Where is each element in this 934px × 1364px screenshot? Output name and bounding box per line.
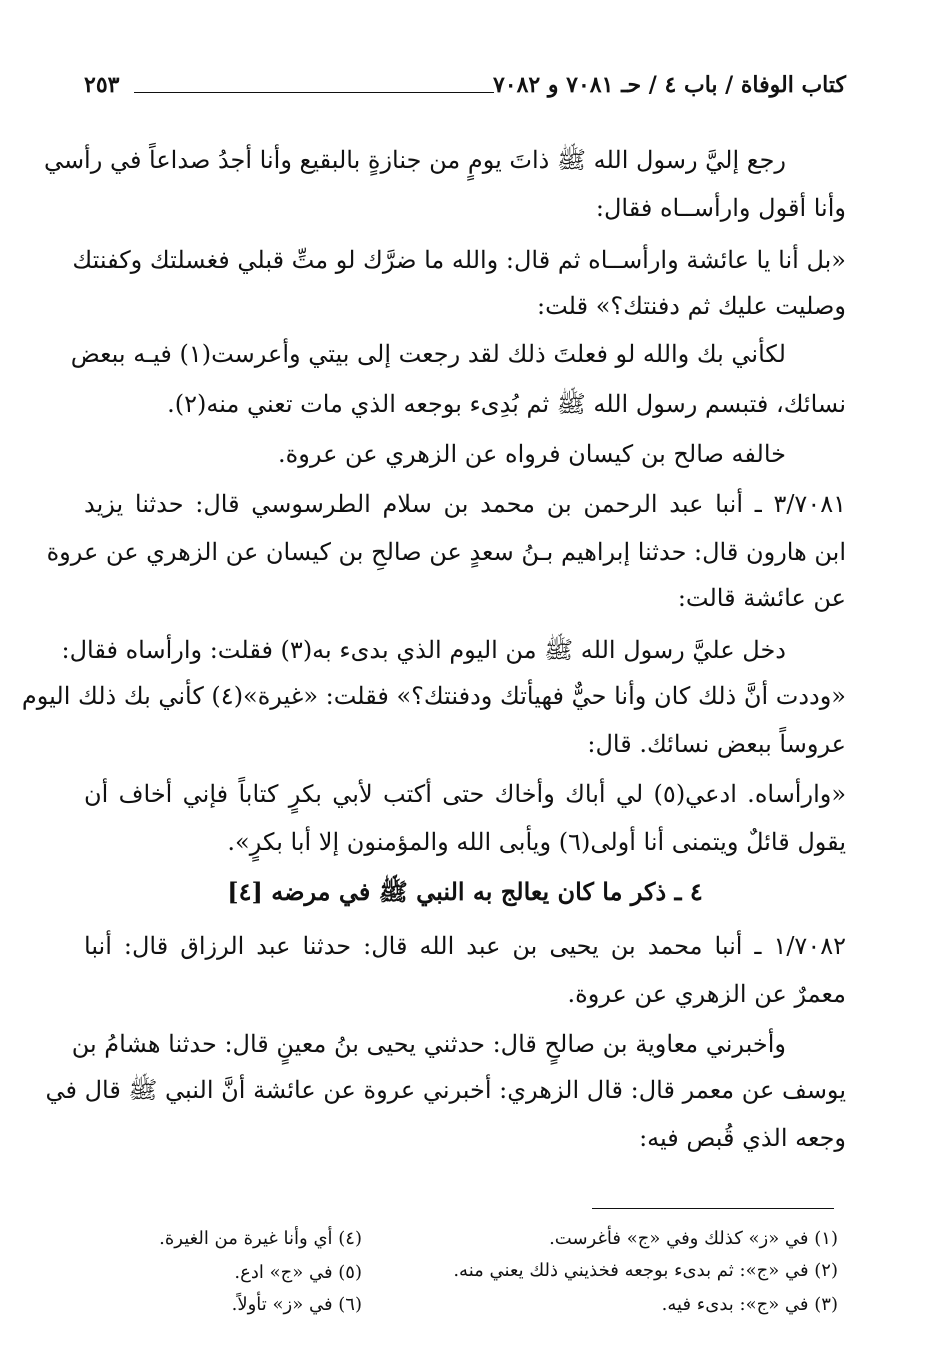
text-line: وأخبرني معاوية بن صالحٍ قال: حدثني يحيى بنُ معينٍ قال: حدثنا هشامُ بن xyxy=(71,1030,786,1058)
running-header xyxy=(84,68,846,108)
text-line: يقول قائلٌ ويتمنى أنا أولى(٦) ويأبى الله والمؤمنون إلا أبا بكرٍ». xyxy=(227,828,846,856)
text-line: لكأني بك والله لو فعلتَ ذلك لقد رجعت إلى بيتي وأعرست(١) فيـه ببعض xyxy=(70,340,786,368)
text-line: «بل أنا يا عائشة وارأســاه ثم قال: والله ما ضرَّك لو متِّ قبلي فغسلتك وكفنتك xyxy=(72,246,846,274)
footnote-1: (١) في «ز» كذلك وفي «ج» فأغرست. xyxy=(549,1228,838,1249)
text-line: وجعه الذي قُبص فيه: xyxy=(639,1124,846,1152)
running-title: كتاب الوفاة / باب ٤ / حـ ٧٠٨١ و ٧٠٨٢ xyxy=(492,72,846,98)
footnote-rule xyxy=(592,1208,834,1209)
footnote-2: (٢) في «ج»: ثم بدىء بوجعه فخذيني ذلك يعني منه. xyxy=(453,1260,838,1281)
text-line: عروساً ببعض نسائك. قال: xyxy=(587,730,846,758)
footnote-6: (٦) في «ز» تأولاً. xyxy=(231,1294,362,1315)
text-line: معمرٌ عن الزهري عن عروة. xyxy=(567,980,846,1008)
text-line: عن عائشة قالت: xyxy=(677,584,846,612)
text-line: نسائك، فتبسم رسول الله ﷺ ثم بُدِىء بوجعه الذي مات تعني منه(٢). xyxy=(167,390,846,418)
page-number: ٢٥٣ xyxy=(84,72,120,98)
text-line: خالفه صالح بن كيسان فرواه عن الزهري عن عروة. xyxy=(278,440,786,468)
text-line: «وددت أنَّ ذلك كان وأنا حيٌّ فهيأتك ودفنتك؟» فقلت: «غيرة»(٤) كأني بك ذلك اليوم xyxy=(21,682,846,710)
hadith-number-line: ٣/٧٠٨١ ـ أنبا عبد الرحمن بن محمد بن سلام الطرسوسي قال: حدثنا يزيد xyxy=(84,490,846,518)
footnote-3: (٣) في «ج»: بدىء فيه. xyxy=(661,1294,838,1315)
text-line: ابن هارون قال: حدثنا إبراهيم بـنُ سعدٍ عن صالحِ بن كيسان عن الزهري عن عروة xyxy=(46,538,846,566)
header-rule xyxy=(134,92,494,93)
text-line: وصليت عليك ثم دفنتك؟» قلت: xyxy=(537,292,846,320)
text-line: يوسف عن معمر قال: قال الزهري: أخبرني عروة عن عائشة أنَّ النبي ﷺ قال في xyxy=(45,1076,846,1104)
footnote-4: (٤) أي وأنا غيرة من الغيرة. xyxy=(159,1228,362,1249)
footnote-5: (٥) في «ج» ادع. xyxy=(234,1262,362,1283)
section-heading: ٤ ـ ذكر ما كان يعالج به النبي ﷺ في مرضه [٤] xyxy=(227,877,703,906)
text-line: وأنا أقول وارأســاه فقال: xyxy=(595,194,846,222)
text-line: «وارأساه. ادعي(٥) لي أباك وأخاك حتى أكتب لأبي بكرٍ كتاباً فإني أخاف أن xyxy=(84,780,847,808)
text-line: دخل عليَّ رسول الله ﷺ من اليوم الذي بدىء به(٣) فقلت: وارأساه فقال: xyxy=(61,636,786,664)
hadith-number-line: ١/٧٠٨٢ ـ أنبا محمد بن يحيى بن عبد الله قال: حدثنا عبد الرزاق قال: أنبا xyxy=(84,932,846,960)
text-line: رجع إليَّ رسول الله ﷺ ذاتَ يومٍ من جنازةٍ بالبقيع وأنا أجدُ صداعاً في رأسي xyxy=(43,146,786,174)
